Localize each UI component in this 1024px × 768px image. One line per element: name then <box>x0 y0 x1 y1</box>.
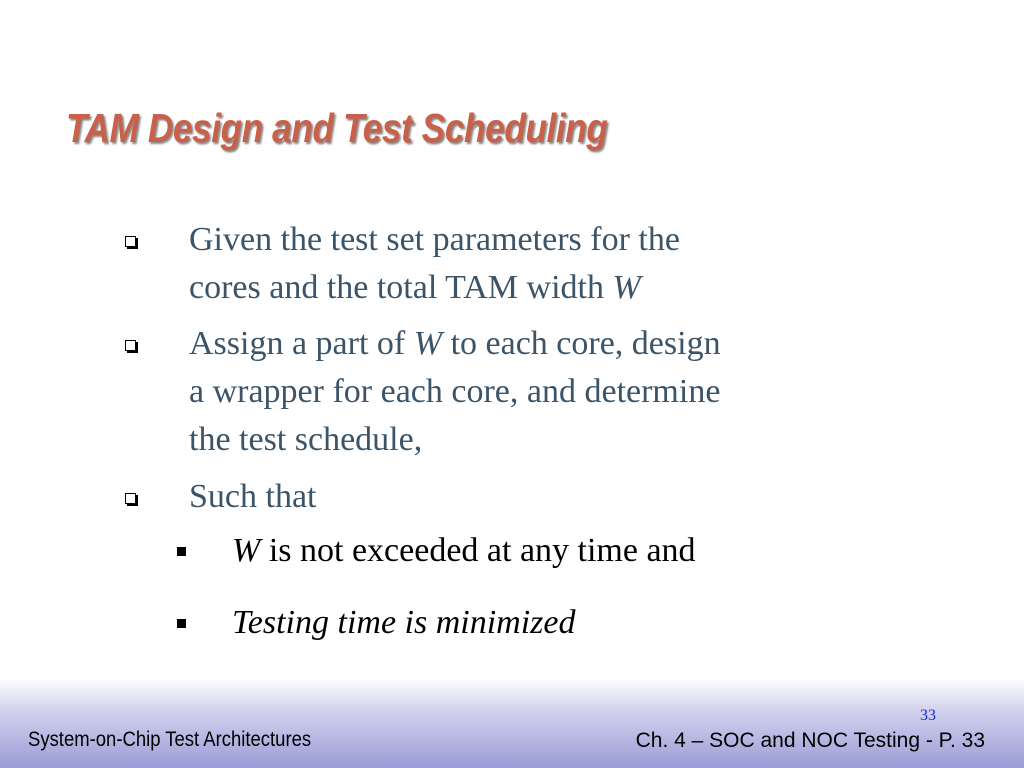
page-number: 33 <box>920 707 936 724</box>
bullet-3 <box>189 473 316 521</box>
bullet-1-line-1: Given the test set parameters for the <box>189 221 680 258</box>
bullet-2-line-1 <box>189 320 721 368</box>
slide-title: TAM Design and Test Scheduling <box>66 105 608 151</box>
bullet-2-line-1-prefix: Assign a part of <box>189 325 406 362</box>
variable-w: W <box>413 325 443 362</box>
bullet-3-line-1: Such that <box>189 478 317 515</box>
bullet-2 <box>189 320 721 464</box>
bullet-1-line-2-text: cores and the total TAM width <box>189 269 604 306</box>
sub-bullet-2 <box>232 604 576 642</box>
bullet-1 <box>189 216 680 312</box>
sub-bullet-2-text: Testing time is minimized <box>232 604 576 641</box>
footer-book-title: System-on-Chip Test Architectures <box>28 728 312 751</box>
sub-bullet-1-text: is not exceeded at any time and <box>260 532 696 569</box>
footer-chapter-page: Ch. 4 – SOC and NOC Testing - P. 33 <box>635 729 985 752</box>
variable-w: W <box>612 269 641 306</box>
filled-square-bullet-icon <box>177 547 186 556</box>
hollow-square-bullet-icon <box>125 493 136 504</box>
bullet-2-line-1-suffix: to each core, design <box>442 325 721 362</box>
sub-bullet-1 <box>232 532 696 570</box>
filled-square-bullet-icon <box>177 619 186 628</box>
hollow-square-bullet-icon <box>125 236 136 247</box>
footer-band <box>0 678 1024 768</box>
bullet-2-line-3: the test schedule, <box>189 421 423 458</box>
hollow-square-bullet-icon <box>125 340 136 351</box>
bullet-1-line-2 <box>189 264 680 312</box>
variable-w: W <box>232 532 261 569</box>
bullet-2-line-2: a wrapper for each core, and determine <box>189 373 721 410</box>
